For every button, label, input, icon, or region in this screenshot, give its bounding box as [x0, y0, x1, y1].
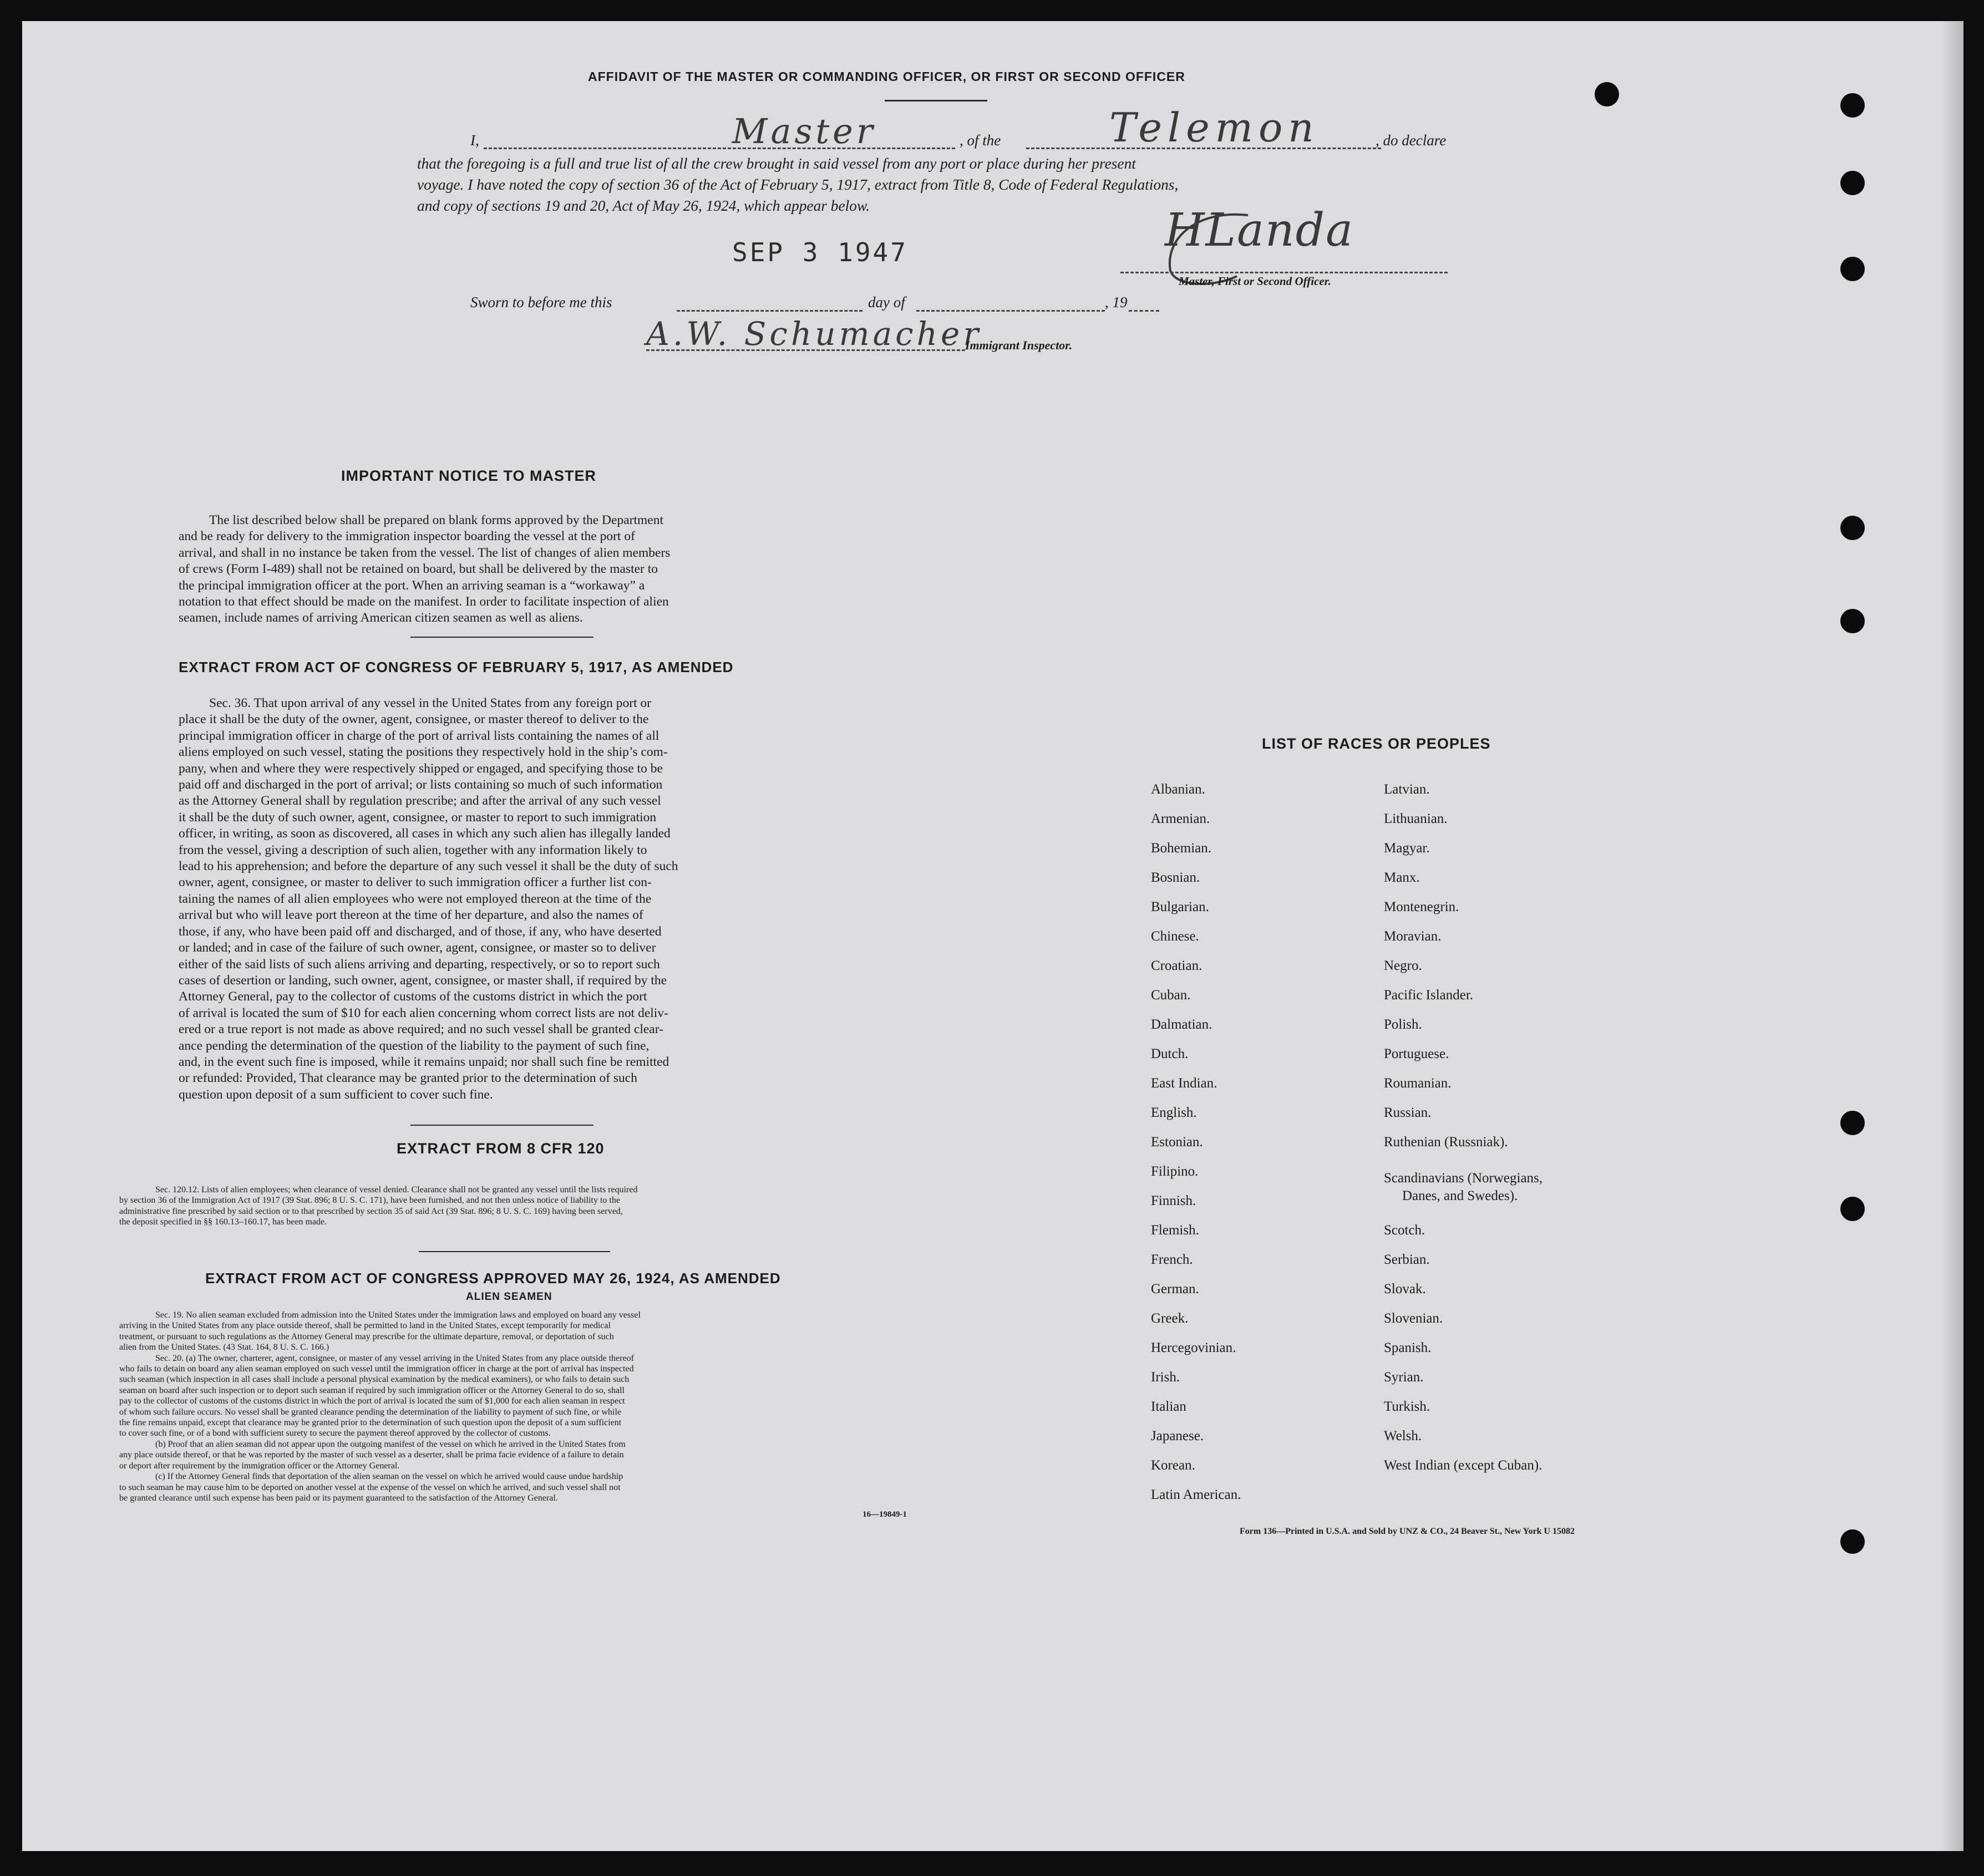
declaration-line: that the foregoing is a full and true list of all the crew brought in said vessel from any port or place during her present: [417, 155, 1136, 172]
act-1917-line: cases of desertion or landing, such owner, agent, consignee, or master shall, if required by the: [179, 973, 667, 988]
act-1924-line: Sec. 20. (a) The owner, charterer, agent, consignee, or master of any vessel arriving in the United States from any place outside thereof: [155, 1353, 634, 1363]
act-1917-line: lead to his apprehension; and before the departure of any such vessel it shall be the duty of such: [179, 859, 678, 874]
race-item: Negro.: [1384, 958, 1422, 973]
race-item: Italian: [1151, 1399, 1186, 1414]
act-1924-line: or deport after requirement by the immigration officer or the Attorney General.: [119, 1461, 400, 1471]
notice-line: and be ready for delivery to the immigration inspector boarding the vessel at the port of: [179, 529, 635, 544]
act-1917-line: Sec. 36. That upon arrival of any vessel in the United States from any foreign port or: [209, 696, 652, 710]
binder-hole: [1840, 93, 1865, 118]
act-1924-line: such seaman (which inspection in all cases shall include a personal physical examination by the medical examiners), or who fails to detain such: [119, 1375, 630, 1385]
section-rule: [410, 637, 593, 638]
act-1924-body: [119, 1310, 918, 1503]
notice-line: seamen, include names of arriving American citizen seamen as well as aliens.: [179, 611, 583, 626]
act-1917-line: and, in the event such fine is imposed, while it remains unpaid; nor shall such fine be remitted: [179, 1054, 669, 1069]
act-1917-line: officer, in writing, as soon as discovered, all cases in which any such alien has illegally landed: [179, 826, 671, 841]
act-1917-line: question upon deposit of a sum sufficient to cover such fine.: [179, 1087, 493, 1102]
document-page: [22, 21, 1963, 1851]
race-item: Welsh.: [1384, 1428, 1422, 1443]
i-label: I,: [470, 132, 479, 149]
notice-line: the principal immigration officer at the port. When an arriving seaman is a “workaway” a: [179, 578, 645, 593]
cfr-line: the deposit specified in §§ 160.13–160.17, has been made.: [119, 1217, 327, 1227]
act-1917-line: paid off and discharged in the port of arrival; or lists containing so much of such information: [179, 777, 663, 792]
notice-body: [179, 512, 828, 627]
race-item: Hercegovinian.: [1151, 1340, 1236, 1355]
race-item: Bosnian.: [1151, 870, 1200, 885]
binder-hole: [1840, 1529, 1865, 1554]
notice-line: notation to that effect should be made on the manifest. In order to facilitate inspection of alien: [179, 594, 669, 609]
inspector-signature-line: [646, 349, 965, 351]
act-1917-line: place it shall be the duty of the owner, agent, consignee, or master thereof to deliver to the: [179, 712, 649, 727]
act-1924-line: (c) If the Attorney General finds that deportation of the alien seaman on the vessel on which he arrived would cause undue hardship: [155, 1472, 623, 1482]
binder-hole: [1840, 609, 1865, 633]
races-title: LIST OF RACES OR PEOPLES: [1262, 735, 1491, 752]
race-item: Dalmatian.: [1151, 1017, 1212, 1032]
act-1924-line: arriving in the United States from any place outside thereof, shall be permitted to land in the United States, except temporarily for medical: [119, 1321, 611, 1331]
act-1917-line: principal immigration officer in charge of the port of arrival lists containing the names of all: [179, 728, 659, 743]
race-item: Filipino.: [1151, 1164, 1199, 1179]
act-1917-line: it shall be the duty of such owner, agent, consignee, or master to report to such immigration: [179, 810, 657, 825]
act-1917-line: either of the said lists of such aliens arriving and departing, respectively, or so to report such: [179, 957, 660, 972]
binder-hole: [1595, 82, 1619, 106]
binder-hole: [1840, 516, 1865, 540]
race-item: Latvian.: [1384, 782, 1430, 797]
race-item: French.: [1151, 1252, 1193, 1267]
binder-hole: [1840, 1197, 1865, 1221]
master-caption: Master, First or Second Officer.: [1179, 274, 1331, 288]
cfr-line: by section 36 of the Immigration Act of 1917 (39 Stat. 896; 8 U. S. C. 171), have been furnished, and not then unless notice of liability to the: [119, 1196, 620, 1206]
act-1924-line: of whom such failure occurs. No vessel shall be granted clearance pending the determination of the liability to payment of such fine, or while: [119, 1407, 622, 1417]
declaration-line: voyage. I have noted the copy of section 36 of the Act of February 5, 1917, extract from Title 8, Code of Federal Regulations,: [417, 176, 1179, 193]
act-1924-title: EXTRACT FROM ACT OF CONGRESS APPROVED MAY 26, 1924, AS AMENDED: [205, 1270, 781, 1287]
race-item: Portuguese.: [1384, 1046, 1449, 1061]
act-1917-line: ered or a true report is not made as above required; and no such vessel shall be granted clear-: [179, 1022, 663, 1037]
act-1924-line: alien from the United States. (43 Stat. 164, 8 U. S. C. 166.): [119, 1343, 329, 1353]
act-1917-line: taining the names of all alien employees who were not employed thereon at the time of the: [179, 891, 652, 906]
race-item: Estonian.: [1151, 1135, 1203, 1150]
binder-hole: [1840, 171, 1865, 195]
race-item: Flemish.: [1151, 1223, 1199, 1238]
race-item: Scandinavians (Norwegians,: [1384, 1171, 1543, 1186]
binder-hole: [1840, 1111, 1865, 1135]
section-rule: [419, 1251, 610, 1252]
race-item: Albanian.: [1151, 782, 1205, 797]
act-1924-line: be granted clearance until such expense has been paid or its payment guaranteed to the satisfaction of the Attorney General.: [119, 1493, 558, 1503]
vessel-handwritten: Telemon: [1109, 104, 1320, 151]
race-item: Japanese.: [1151, 1428, 1204, 1443]
form-footer: Form 136—Printed in U.S.A. and Sold by UNZ & CO., 24 Beaver St., New York U 15082: [1240, 1527, 1575, 1536]
sworn-label: Sworn to before me this: [470, 294, 612, 311]
race-item: Lithuanian.: [1384, 811, 1448, 826]
notice-line: arrival, and shall in no instance be taken from the vessel. The list of changes of alien members: [179, 545, 671, 560]
do-declare-label: , do declare: [1376, 132, 1447, 149]
binder-hole: [1840, 257, 1865, 281]
race-item: Chinese.: [1151, 929, 1199, 944]
inspector-signature: A.W. Schumacher: [646, 315, 982, 353]
race-item: Latin American.: [1151, 1487, 1241, 1502]
race-item: Dutch.: [1151, 1046, 1189, 1061]
day-field-line: [677, 310, 862, 312]
act-1924-line: to cover such fine, or of a bond with sufficient surety to secure the payment thereof approved by the collector of customs.: [119, 1428, 551, 1438]
cfr-line: Sec. 120.12. Lists of alien employees; when clearance of vessel denied. Clearance shall not be granted any vessel until the lists required: [155, 1185, 638, 1194]
race-item: German.: [1151, 1282, 1199, 1297]
notice-title: IMPORTANT NOTICE TO MASTER: [341, 467, 596, 484]
race-item: Turkish.: [1384, 1399, 1430, 1414]
act-1917-title: EXTRACT FROM ACT OF CONGRESS OF FEBRUARY 5, 1917, AS AMENDED: [179, 659, 734, 675]
title-rule: [885, 100, 987, 101]
race-item: Polish.: [1384, 1017, 1422, 1032]
act-1924-line: (b) Proof that an alien seaman did not appear upon the outgoing manifest of the vessel on which he arrived in the United States from: [155, 1439, 626, 1449]
act-1917-line: aliens employed on such vessel, stating the positions they respectively hold in the ship’s com-: [179, 745, 668, 760]
race-item: Montenegrin.: [1384, 899, 1459, 914]
race-item: Pacific Islander.: [1384, 988, 1474, 1003]
race-item: Moravian.: [1384, 929, 1442, 944]
act-1917-line: or refunded: Provided, That clearance may be granted prior to the determination of such: [179, 1071, 637, 1086]
race-item: Syrian.: [1384, 1370, 1424, 1385]
cfr-body: [119, 1184, 918, 1228]
race-item: East Indian.: [1151, 1076, 1217, 1091]
declaration-line: and copy of sections 19 and 20, Act of May 26, 1924, which appear below.: [417, 197, 870, 214]
act-1924-line: any place outside thereof, or that he was reported by the master of such vessel as a deserter, shall be prima facie evidence of a failure to detain: [119, 1450, 624, 1460]
race-item: Irish.: [1151, 1370, 1180, 1385]
year-field-line: [1129, 310, 1159, 312]
race-item: Spanish.: [1384, 1340, 1432, 1355]
act-1917-line: owner, agent, consignee, or master to deliver to such immigration officer a further list con-: [179, 875, 652, 890]
act-1917-line: pany, when and where they were respectively shipped or engaged, and specifying those to be: [179, 761, 663, 776]
race-item: Ruthenian (Russniak).: [1384, 1135, 1508, 1150]
act-1924-line: pay to the collector of customs of the customs district in which the port of arrival is located the sum of $1,000 for each alien seaman in respect: [119, 1396, 625, 1406]
act-1917-line: ance pending the determination of the question of the liability to the payment of such fine,: [179, 1038, 650, 1053]
race-item: Korean.: [1151, 1458, 1195, 1473]
act-1917-body: [179, 695, 828, 1103]
notice-line: The list described below shall be prepared on blank forms approved by the Department: [209, 513, 663, 527]
race-item: Finnish.: [1151, 1193, 1196, 1208]
race-item: West Indian (except Cuban).: [1384, 1458, 1542, 1473]
affidavit-title: AFFIDAVIT OF THE MASTER OR COMMANDING OFFICER, OR FIRST OR SECOND OFFICER: [588, 69, 1185, 84]
act-1924-line: treatment, or pursuant to such regulations as the Attorney General may prescribe for the ultimate departure, removal, or deportation of such: [119, 1331, 614, 1341]
act-1924-subtitle: ALIEN SEAMEN: [466, 1291, 552, 1303]
race-item: Manx.: [1384, 870, 1420, 885]
act-1924-line: the fine remains unpaid, except that clearance may be granted prior to the determination of such question upon the deposit of a sum sufficient: [119, 1418, 622, 1428]
race-item: Magyar.: [1384, 841, 1430, 856]
act-1917-line: of arrival is located the sum of $10 for each alien concerning whom correct lists are not deliv-: [179, 1005, 668, 1020]
section-rule: [410, 1125, 593, 1126]
date-stamp: SEP 3 1947: [732, 237, 908, 267]
race-item: Scotch.: [1384, 1223, 1425, 1238]
race-item: Croatian.: [1151, 958, 1202, 973]
race-item: Slovenian.: [1384, 1311, 1443, 1326]
form-code: 16—19849-1: [862, 1510, 907, 1519]
rank-handwritten: Master: [732, 111, 876, 151]
master-signature-line: [1120, 272, 1448, 273]
race-item: Russian.: [1384, 1105, 1432, 1120]
act-1924-line: to such seaman he may cause him to be deported on another vessel at the expense of the vessel on which he arrived, and such vessel shall not: [119, 1482, 621, 1492]
rank-field-line: [484, 148, 955, 149]
year-label: , 19: [1105, 294, 1128, 311]
race-item: Cuban.: [1151, 988, 1191, 1003]
race-item: English.: [1151, 1105, 1197, 1120]
race-item: Danes, and Swedes).: [1402, 1188, 1518, 1203]
act-1924-line: who fails to detain on board any alien seaman employed on such vessel until the immigration officer in charge at the port of arrival has inspected: [119, 1364, 634, 1374]
race-item: Bulgarian.: [1151, 899, 1209, 914]
of-the-label: , of the: [960, 132, 1001, 149]
race-item: Roumanian.: [1384, 1076, 1452, 1091]
month-field-line: [916, 310, 1105, 312]
act-1917-line: as the Attorney General shall by regulation prescribe; and after the arrival of any such vessel: [179, 794, 661, 809]
act-1917-line: those, if any, who have been paid off and discharged, and of those, if any, who have deserted: [179, 924, 662, 939]
cfr-title: EXTRACT FROM 8 CFR 120: [397, 1140, 605, 1157]
race-item: Armenian.: [1151, 811, 1210, 826]
page-edge-shadow: [1941, 21, 1963, 1851]
act-1917-line: Attorney General, pay to the collector of customs of the customs district in which the port: [179, 989, 647, 1004]
day-of-label: day of: [868, 294, 905, 311]
race-item: Serbian.: [1384, 1252, 1430, 1267]
act-1917-line: from the vessel, giving a description of such alien, together with any information likely to: [179, 842, 647, 857]
act-1917-line: arrival but who will leave port thereon at the time of her departure, and also the names of: [179, 908, 643, 923]
cfr-line: administrative fine prescribed by said section or to that prescribed by section 35 of said Act (39 Stat. 896; 8 U. S. C. 169) having been served,: [119, 1206, 623, 1216]
act-1924-line: Sec. 19. No alien seaman excluded from admission into the United States under the immigration laws and employed on board any vessel: [155, 1310, 641, 1320]
race-item: Slovak.: [1384, 1282, 1426, 1297]
race-item: Greek.: [1151, 1311, 1189, 1326]
master-signature: HLanda: [1165, 204, 1354, 257]
act-1917-line: or landed; and in case of the failure of such owner, agent, consignee, or master so to deliver: [179, 940, 656, 955]
act-1924-line: seaman on board after such inspection or to deport such seaman if required by such immigration officer or the Attorney General to do so, shall: [119, 1385, 625, 1395]
inspector-caption: Immigrant Inspector.: [965, 338, 1073, 352]
race-item: Bohemian.: [1151, 841, 1212, 856]
notice-line: of crews (Form I-489) shall not be retained on board, but shall be delivered by the master to: [179, 562, 658, 577]
